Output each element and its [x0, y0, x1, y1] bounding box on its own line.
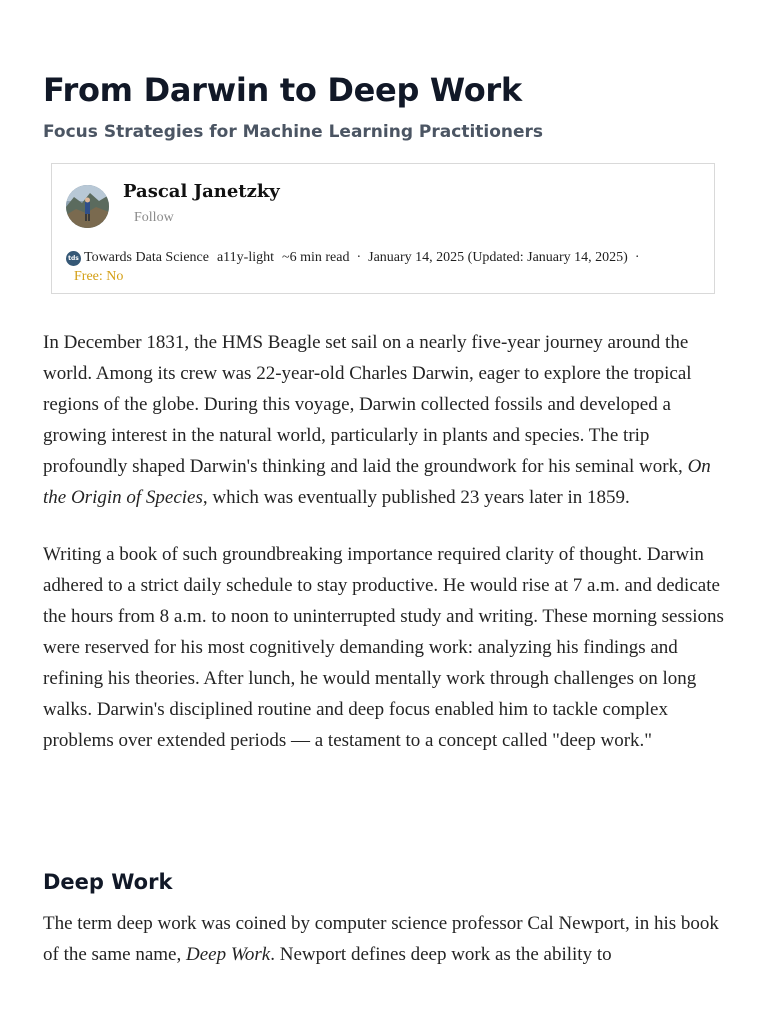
follow-button[interactable]: Follow — [134, 210, 174, 225]
publish-date: January 14, 2025 (Updated: January 14, 2025) — [368, 250, 628, 265]
avatar-image-icon — [66, 185, 109, 228]
author-name[interactable]: Pascal Janetzky — [123, 181, 280, 202]
paragraph: In December 1831, the HMS Beagle set sail on a nearly five-year journey around the world. Among its crew was 22-year-old Charles Darwin, eager to explore the tropical regions of the globe. During this voyage, Darwin collected fossils and developed a growing interest in the natural world, particularly in plants and species. The trip profoundly shaped Darwin's thinking and laid the groundwork for his seminal work, On the Origin of Species, which was eventually published 23 years later in 1859. — [43, 332, 711, 508]
author-card — [51, 163, 715, 294]
publication-name[interactable]: Towards Data Science — [84, 250, 209, 265]
read-time: ~6 min read — [282, 250, 350, 265]
section-heading: Deep Work — [43, 870, 173, 894]
book-title-italic: Deep Work — [185, 944, 271, 965]
article-subtitle: Focus Strategies for Machine Learning Practitioners — [43, 122, 544, 142]
paragraph: The term deep work was coined by computer science professor Cal Newport, in his book of the same name, Deep Work. Newport defines deep work as the ability to — [43, 913, 719, 965]
paragraph: Writing a book of such groundbreaking importance required clarity of thought. Darwin adhered to a strict daily schedule to stay productive. He would rise at 7 a.m. and dedicate the hours from 8 a.m. to noon to uninterrupted study and writing. These morning sessions were reserved for his most cognitively demanding work: analyzing his findings and refining his theories. After lunch, he would mentally work through challenges on long walks. Darwin's disciplined routine and deep focus enabled him to tackle complex problems over extended periods — a testament to a concept called "deep work." — [43, 544, 724, 751]
free-status-label: Free: No — [74, 269, 124, 284]
article-meta — [66, 248, 647, 268]
style-tag: a11y-light — [216, 250, 274, 265]
article-body — [43, 327, 727, 782]
author-avatar[interactable] — [66, 185, 109, 228]
publication-logo-icon: tds — [66, 251, 81, 266]
meta-separator: · — [634, 250, 640, 265]
meta-separator: · — [356, 250, 362, 265]
article-body-continued — [43, 908, 727, 970]
book-title-italic: On the Origin of Species — [43, 456, 711, 508]
article-title: From Darwin to Deep Work — [43, 71, 522, 109]
